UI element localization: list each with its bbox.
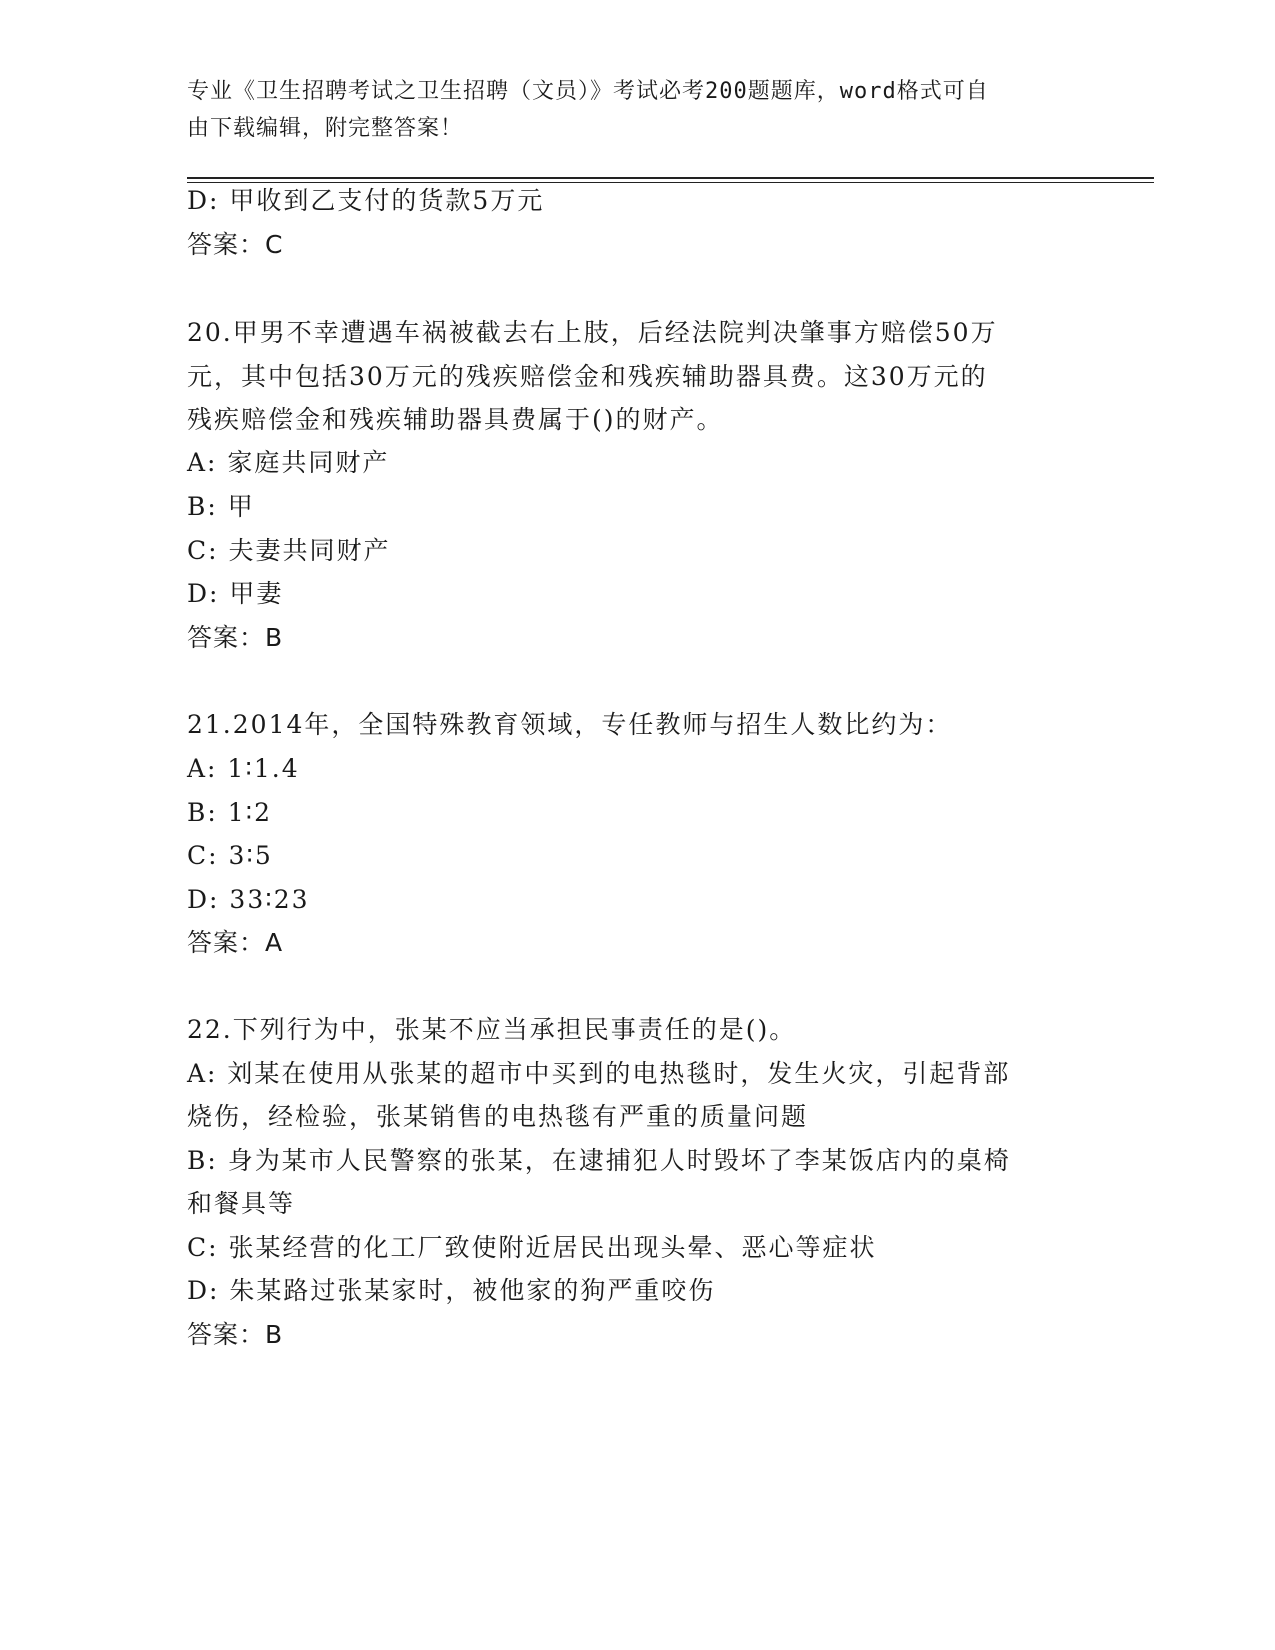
q19-option-d: D: 甲收到乙支付的货款5万元 [187, 186, 545, 215]
q22-option-d: D: 朱某路过张某家时，被他家的狗严重咬伤 [187, 1276, 716, 1305]
document-header [187, 73, 1067, 147]
q20-option-a: A: 家庭共同财产 [187, 448, 390, 477]
q22-option-a-line-1: A: 刘某在使用从张某的超市中买到的电热毯时，发生火灾，引起背部 [187, 1059, 1011, 1088]
q20-option-d: D: 甲妻 [187, 579, 284, 608]
header-line-2: 由下载编辑，附完整答案！ [187, 116, 464, 141]
q20-answer: 答案：B [187, 623, 284, 652]
q20-stem-line-2: 元，其中包括30万元的残疾赔偿金和残疾辅助器具费。这30万元的 [187, 362, 988, 391]
q22-answer: 答案：B [187, 1320, 284, 1349]
q22-option-a-line-2: 烧伤，经检验，张某销售的电热毯有严重的质量问题 [187, 1102, 809, 1131]
q20-option-b: B: 甲 [187, 492, 255, 521]
header-line-1: 专业《卫生招聘考试之卫生招聘（文员）》考试必考200题题库，word格式可自 [187, 79, 989, 104]
q22-stem-line-1: 22.下列行为中，张某不应当承担民事责任的是()。 [187, 1015, 797, 1044]
header-divider-thick [187, 177, 1154, 179]
header-divider-thin [187, 182, 1154, 183]
q19-answer: 答案：C [187, 230, 284, 259]
q21-answer: 答案：A [187, 928, 284, 957]
q22-option-c: C: 张某经营的化工厂致使附近居民出现头晕、恶心等症状 [187, 1233, 877, 1262]
q22-option-b-line-2: 和餐具等 [187, 1189, 296, 1218]
q21-option-a: A: 1∶1.4 [187, 754, 300, 783]
q22-option-b-line-1: B: 身为某市人民警察的张某，在逮捕犯人时毁坏了李某饭店内的桌椅 [187, 1146, 1011, 1175]
q21-stem-line-1: 21.2014年，全国特殊教育领域，专任教师与招生人数比约为： [187, 710, 953, 739]
q20-option-c: C: 夫妻共同财产 [187, 536, 391, 565]
q21-option-b: B: 1∶2 [187, 798, 273, 827]
q21-option-c: C: 3∶5 [187, 841, 273, 870]
q20-stem-line-3: 残疾赔偿金和残疾辅助器具费属于()的财产。 [187, 405, 724, 434]
q20-stem-line-1: 20.甲男不幸遭遇车祸被截去右上肢，后经法院判决肇事方赔偿50万 [187, 318, 998, 347]
q21-option-d: D: 33∶23 [187, 885, 310, 914]
